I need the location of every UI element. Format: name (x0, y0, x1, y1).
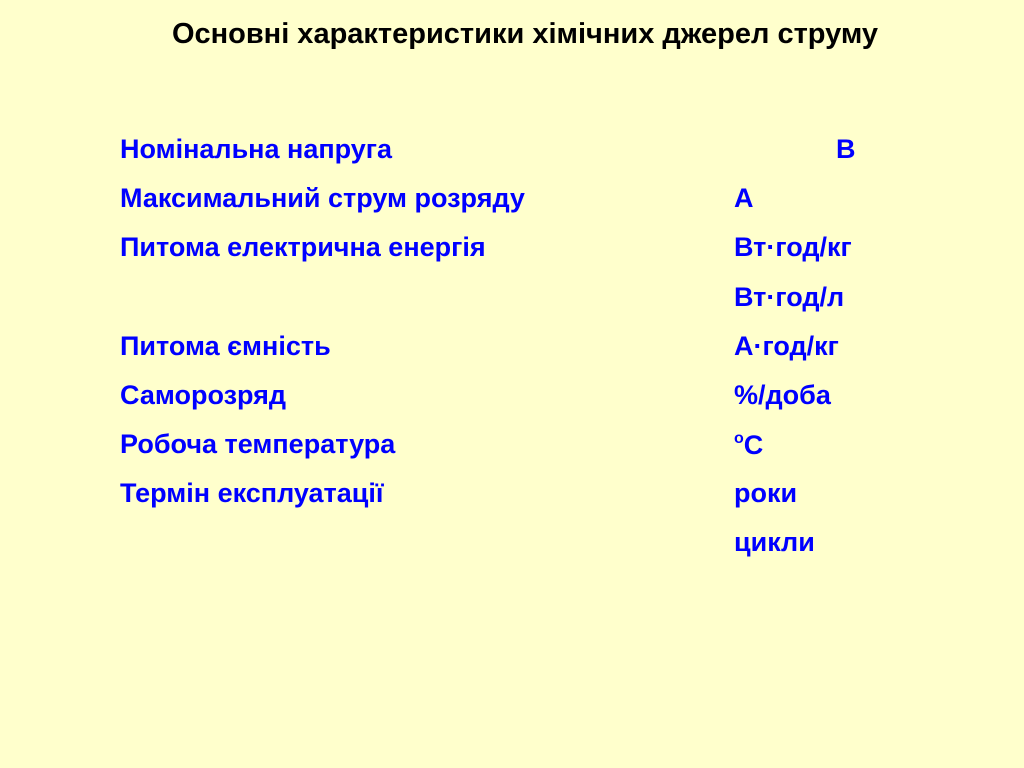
unit-percent-per-day: %/доба (734, 380, 831, 410)
param-nominal-voltage: Номінальна напруга (120, 134, 393, 164)
unit-ah-per-kg: А·год/кг (734, 331, 839, 361)
slide-title: Основні характеристики хімічних джерел струму (171, 18, 879, 50)
param-operating-temperature: Робоча температура (120, 429, 396, 459)
celsius-letter: С (743, 430, 764, 460)
param-specific-energy: Питома електрична енергія (120, 232, 486, 262)
param-service-life: Термін експлуатації (120, 478, 384, 508)
unit-wh-per-kg: Вт·год/кг (734, 232, 852, 262)
param-self-discharge: Саморозряд (120, 380, 287, 410)
param-specific-capacity: Питома ємність (120, 331, 331, 361)
param-max-discharge-current: Максимальний струм розряду (120, 183, 525, 213)
unit-ampere: А (734, 183, 754, 213)
degree-superscript: o (734, 430, 744, 447)
unit-degrees-celsius (734, 431, 763, 459)
unit-years: роки (734, 478, 798, 508)
unit-cycles: цикли (734, 527, 815, 557)
unit-volt: В (836, 134, 856, 164)
unit-wh-per-l: Вт·год/л (734, 282, 845, 312)
